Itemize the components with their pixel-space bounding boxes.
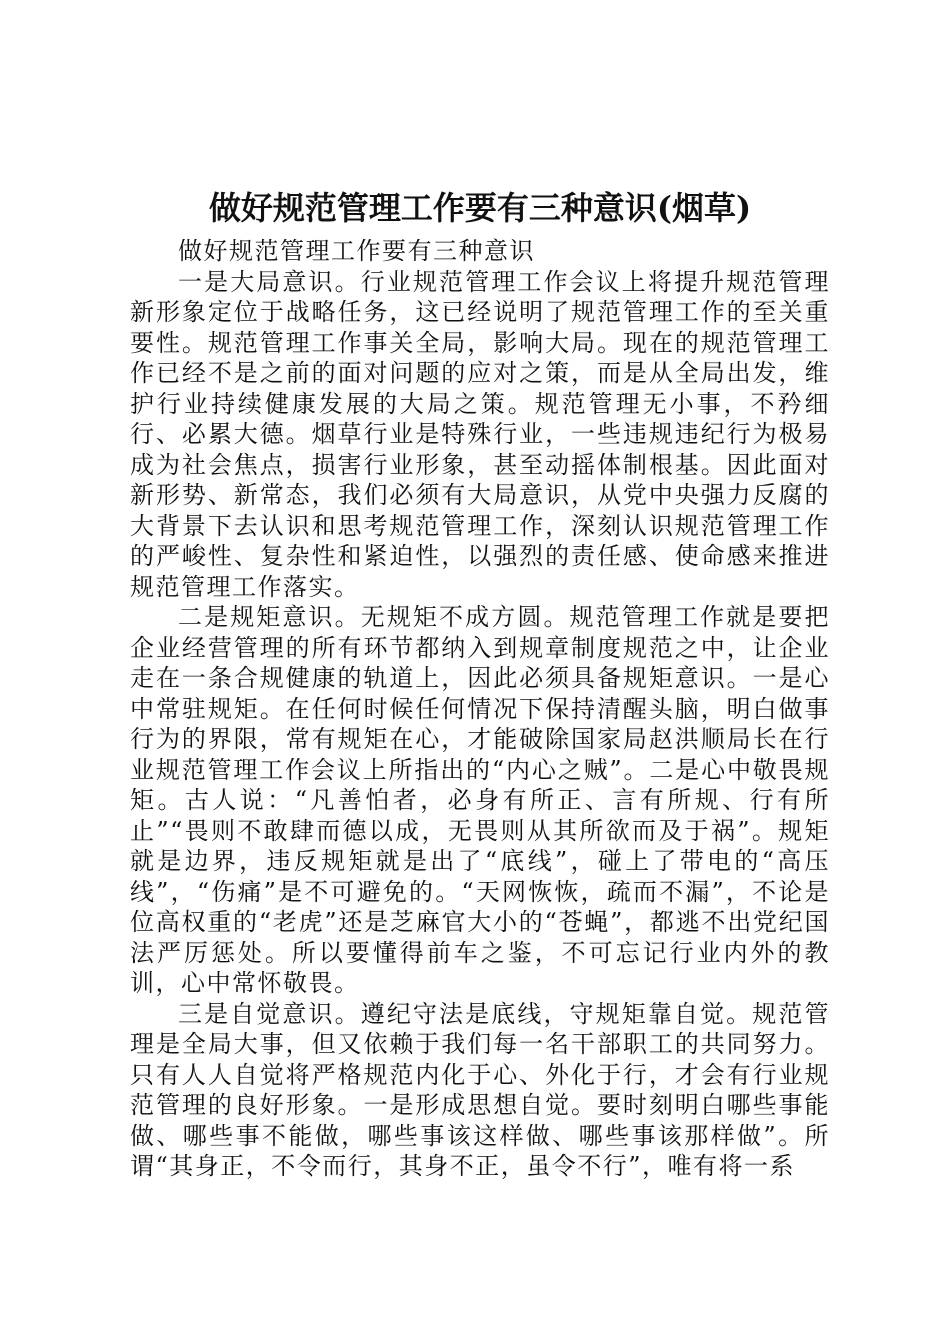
body-paragraph-subtitle: 做好规范管理工作要有三种意识 bbox=[178, 237, 535, 265]
document-title: 做好规范管理工作要有三种意识(烟草) bbox=[208, 189, 752, 227]
document-body bbox=[130, 236, 830, 1182]
body-paragraph-self-awareness: 三是自觉意识。遵纪守法是底线，守规矩靠自觉。规范管理是全局大事，但又依赖于我们每一名干部职工的共同努力。只有人人自觉将严格规范内化于心、外化于行，才会有行业规范管理的良好形象。一是形成思想自觉。要时刻明白哪些事能做、哪些事不能做，哪些事该这样做、哪些事该那样做”。所谓“其身正，不令而行，其身不正，虽令不行”，唯有将一系 bbox=[130, 999, 830, 1180]
body-paragraph-overall-awareness: 一是大局意识。行业规范管理工作会议上将提升规范管理新形象定位于战略任务，这已经说明了规范管理工作的至关重要性。规范管理工作事关全局，影响大局。现在的规范管理工作已经不是之前的面对问题的应对之策，而是从全局出发，维护行业持续健康发展的大局之策。规范管理无小事，不矜细行、必累大德。烟草行业是特殊行业，一些违规违纪行为极易成为社会焦点，损害行业形象，甚至动摇体制根基。因此面对新形势、新常态，我们必须有大局意识，从党中央强力反腐的大背景下去认识和思考规范管理工作，深刻认识规范管理工作的严峻性、复杂性和紧迫性，以强烈的责任感、使命感来推进规范管理工作落实。 bbox=[130, 267, 830, 601]
body-paragraph-rules-awareness: 二是规矩意识。无规矩不成方圆。规范管理工作就是要把企业经营管理的所有环节都纳入到规章制度规范之中，让企业走在一条合规健康的轨道上，因此必须具备规矩意识。一是心中常驻规矩。在任何时候任何情况下保持清醒头脑，明白做事行为的界限，常有规矩在心，才能破除国家局赵洪顺局长在行业规范管理工作会议上所指出的“内心之贼”。二是心中敬畏规矩。古人说：“凡善怕者，必身有所正、言有所规、行有所止”“畏则不敢肆而德以成，无畏则从其所欲而及于祸”。规矩就是边界，违反规矩就是出了“底线”，碰上了带电的“高压线”，“伤痛”是不可避免的。“天网恢恢，疏而不漏”，不论是位高权重的“老虎”还是芝麻官大小的“苍蝇”，都逃不出党纪国法严厉惩处。所以要懂得前车之鉴，不可忘记行业内外的教训，心中常怀敬畏。 bbox=[130, 603, 830, 997]
